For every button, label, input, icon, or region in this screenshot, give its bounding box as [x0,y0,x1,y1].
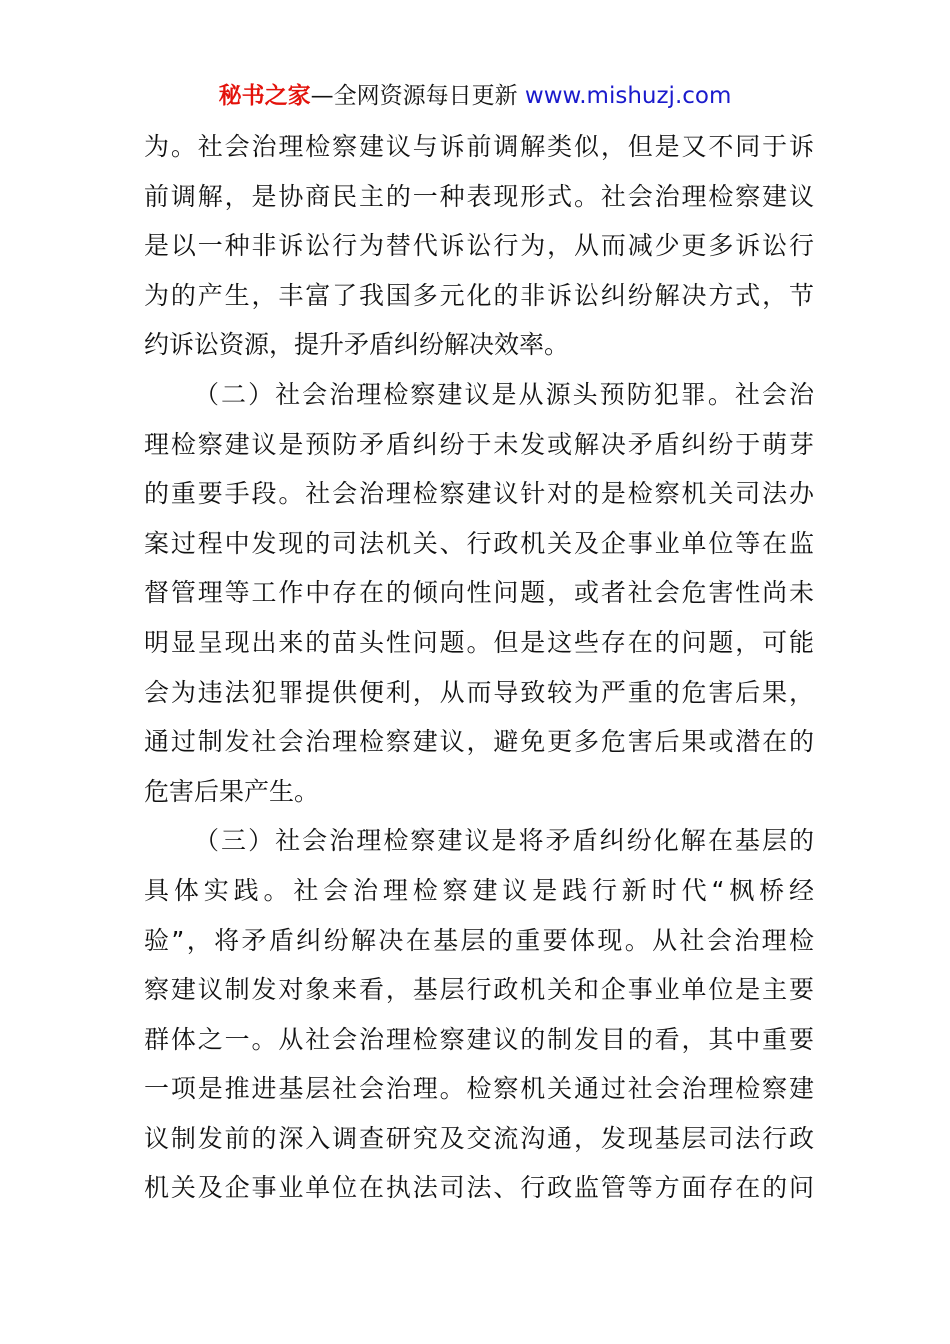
text-line: 机关及企事业单位在执法司法、行政监管等方面存在的问 [144,1173,814,1203]
text-line: 会为违法犯罪提供便利，从而导致较为严重的危害后果， [144,677,814,707]
document-body [144,122,814,1213]
text-line: 的重要手段。社会治理检察建议针对的是检察机关司法办 [144,479,814,509]
text-line: 一项是推进基层社会治理。检察机关通过社会治理检察建 [144,1074,814,1104]
paragraph-first-line: （三）社会治理检察建议是将矛盾纠纷化解在基层的 [194,826,814,856]
text-line: 前调解，是协商民主的一种表现形式。社会治理检察建议 [144,181,814,211]
text-line: 为。社会治理检察建议与诉前调解类似，但是又不同于诉 [144,132,814,161]
text-line: 验”，将矛盾纠纷解决在基层的重要体现。从社会治理检 [144,925,814,955]
text-line: 察建议制发对象来看，基层行政机关和企事业单位是主要 [144,975,814,1005]
text-line: 约诉讼资源，提升矛盾纠纷解决效率。 [144,330,570,360]
text-line: 危害后果产生。 [144,776,320,806]
site-tagline: —全网资源每日更新 [310,83,518,109]
text-line: 是以一种非诉讼行为替代诉讼行为，从而减少更多诉讼行 [144,231,814,261]
text-line: 群体之一。从社会治理检察建议的制发目的看，其中重要 [144,1024,814,1054]
text-line: 督管理等工作中存在的倾向性问题，或者社会危害性尚未 [144,578,814,608]
text-line: 通过制发社会治理检察建议，避免更多危害后果或潜在的 [144,727,814,757]
text-line: 具体实践。社会治理检察建议是践行新时代“枫桥经 [144,875,814,905]
text-line: 理检察建议是预防矛盾纠纷于未发或解决矛盾纠纷于萌芽 [144,429,814,459]
text-line: 案过程中发现的司法机关、行政机关及企事业单位等在监 [144,528,814,558]
site-brand: 秘书之家 [218,83,311,109]
site-header [0,78,950,114]
paragraph-first-line: （二）社会治理检察建议是从源头预防犯罪。社会治 [194,379,814,409]
site-url: www.mishuzj.com [524,83,732,109]
text-line: 议制发前的深入调查研究及交流沟通，发现基层司法行政 [144,1123,814,1153]
text-line: 明显呈现出来的苗头性问题。但是这些存在的问题，可能 [144,627,814,657]
text-line: 为的产生，丰富了我国多元化的非诉讼纠纷解决方式，节 [144,280,814,310]
